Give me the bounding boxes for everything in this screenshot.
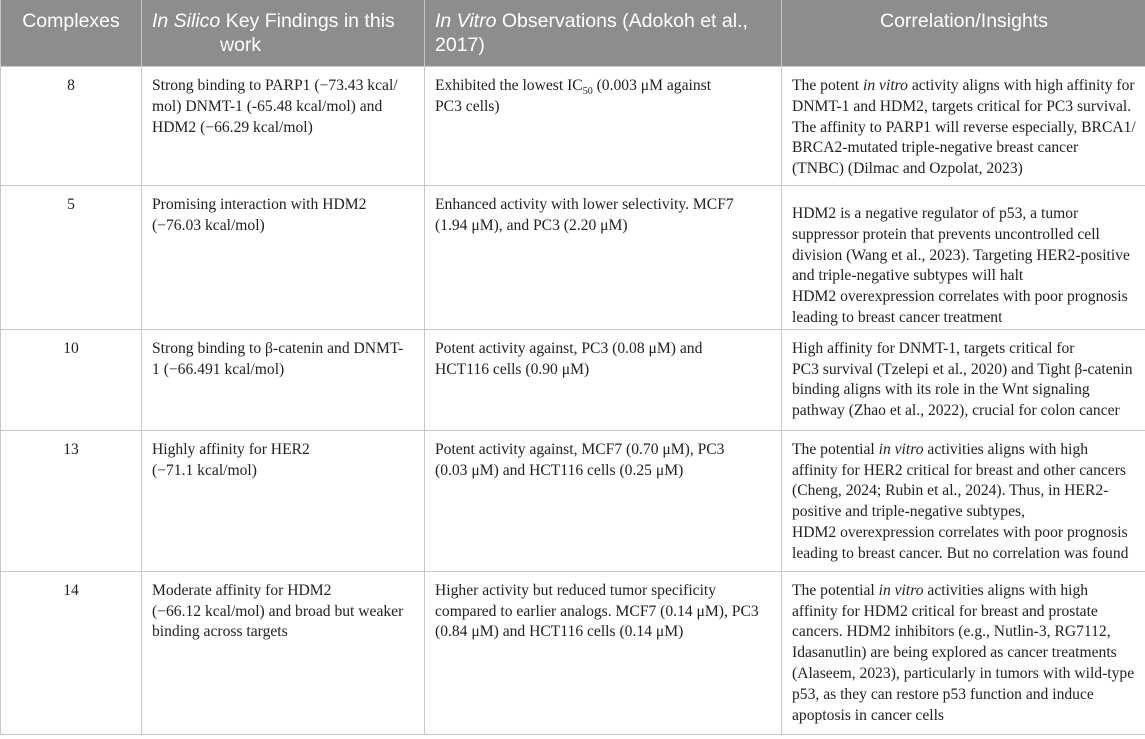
complex-number: 13 — [1, 430, 142, 571]
in-vitro-cell: Potent activity against, MCF7 (0.70 μM), PC3 (0.03 μM) and HCT116 cells (0.25 μM) — [425, 430, 782, 571]
table-row — [1, 571, 1145, 734]
complex-number: 8 — [1, 67, 142, 186]
complex-number: 10 — [1, 329, 142, 430]
in-silico-cell: Strong binding to PARP1 (−73.43 kcal/ mol) DNMT-1 (-65.48 kcal/mol) and HDM2 (−66.29 kcal/mol) — [142, 67, 425, 186]
in-vitro-cell: Higher activity but reduced tumor specificity compared to earlier analogs. MCF7 (0.14 μM), PC3 (0.84 μM) and HCT116 cells (0.14 μM) — [425, 571, 782, 734]
correlation-cell: The potent in vitro activity aligns with high affinity for DNMT-1 and HDM2, targets critical for PC3 survival. The affinity to PARP1 will reverse especially, BRCA1/ BRCA2-mutated triple-negative breast cancer (TNBC) (Dilmac and Ozpolat, 2023) — [782, 67, 1145, 186]
table-row — [1, 329, 1145, 430]
header-complexes: Complexes — [1, 0, 142, 67]
in-silico-cell: Moderate affinity for HDM2 (−66.12 kcal/mol) and broad but weaker binding across targets — [142, 571, 425, 734]
header-in-vitro: In Vitro Observations (Adokoh et al., 2017) — [425, 0, 782, 67]
table-row — [1, 186, 1145, 330]
header-row — [1, 0, 1145, 67]
in-silico-cell: Highly affinity for HER2 (−71.1 kcal/mol) — [142, 430, 425, 571]
header-in-silico: In Silico Key Findings in this work — [142, 0, 425, 67]
in-silico-cell: Promising interaction with HDM2 (−76.03 kcal/mol) — [142, 186, 425, 330]
table-row — [1, 67, 1145, 186]
in-silico-cell: Strong binding to β-catenin and DNMT- 1 (−66.491 kcal/mol) — [142, 329, 425, 430]
complex-number: 14 — [1, 571, 142, 734]
in-vitro-cell: Enhanced activity with lower selectivity. MCF7 (1.94 μM), and PC3 (2.20 μM) — [425, 186, 782, 330]
header-correlation: Correlation/Insights — [782, 0, 1145, 67]
correlation-cell: HDM2 is a negative regulator of p53, a tumor suppressor protein that prevents uncontrolled cell division (Wang et al., 2023). Targeting HER2-positive and triple-negative subtypes will halt HDM2 overexpression correlates with poor prognosis leading to breast cancer treatment — [782, 186, 1145, 330]
in-vitro-cell: Potent activity against, PC3 (0.08 μM) and HCT116 cells (0.90 μM) — [425, 329, 782, 430]
table-row — [1, 430, 1145, 571]
correlation-cell: High affinity for DNMT-1, targets critical for PC3 survival (Tzelepi et al., 2020) and Tight β-catenin binding aligns with its role in the Wnt signaling pathway (Zhao et al., 2022), crucial for colon cancer — [782, 329, 1145, 430]
in-vitro-cell: Exhibited the lowest $IC_{50}$ (0.003 μM against PC3 cells) — [425, 67, 782, 186]
correlation-cell: The potential in vitro activities aligns with high affinity for HDM2 critical for breast and prostate cancers. HDM2 inhibitors (e.g., Nutlin-3, RG7112, Idasanutlin) are being explored as cancer treatments (Alaseem, 2023), particularly in tumors with wild-type p53, as they can restore p53 function and induce apoptosis in cancer cells — [782, 571, 1145, 734]
correlation-cell: The potential in vitro activities aligns with high affinity for HER2 critical for breast and other cancers (Cheng, 2024; Rubin et al., 2024). Thus, in HER2- positive and triple-negative subtypes, HDM2 overexpression correlates with poor prognosis leading to breast cancer. But no correlation was found — [782, 430, 1145, 571]
complex-number: 5 — [1, 186, 142, 330]
